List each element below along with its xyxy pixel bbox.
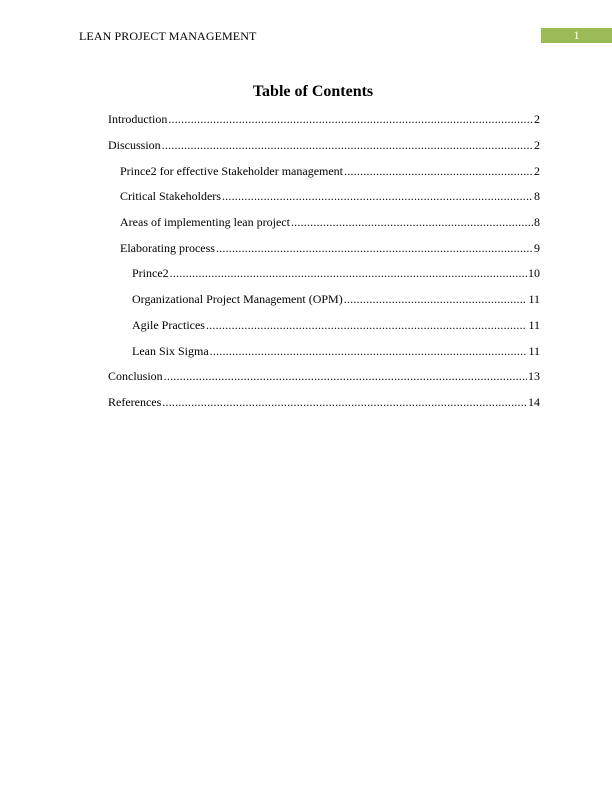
toc-entry-page: 2 — [534, 164, 540, 178]
toc-entry-page: 2 — [534, 138, 540, 152]
toc-entry-page: 11 — [528, 292, 540, 306]
page-number-badge: 1 — [541, 28, 612, 43]
toc-entry-critical-stakeholders[interactable] — [120, 189, 540, 203]
toc-entry-label: Elaborating process — [120, 241, 215, 255]
toc-entry-label: Critical Stakeholders — [120, 189, 221, 203]
toc-dot-leader — [162, 138, 533, 152]
toc-entry-lean-six-sigma[interactable] — [132, 344, 540, 358]
toc-entry-label: Areas of implementing lean project — [120, 215, 290, 229]
toc-dot-leader — [222, 189, 533, 203]
toc-entry-label: Discussion — [108, 138, 161, 152]
toc-dot-leader — [168, 112, 533, 126]
toc-dot-leader — [206, 318, 527, 332]
toc-entry-introduction[interactable] — [108, 112, 540, 126]
toc-entry-prince2[interactable] — [132, 266, 540, 280]
toc-entry-label: Organizational Project Management (OPM) — [132, 292, 343, 306]
toc-entry-label: Prince2 — [132, 266, 169, 280]
toc-entry-label: References — [108, 395, 162, 409]
toc-entry-discussion[interactable] — [108, 138, 540, 152]
toc-entry-agile-practices[interactable] — [132, 318, 540, 332]
toc-entry-opm[interactable] — [132, 292, 540, 306]
toc-dot-leader — [344, 292, 528, 306]
toc-entry-references[interactable] — [108, 395, 540, 409]
toc-dot-leader — [216, 241, 533, 255]
toc-dot-leader — [210, 344, 528, 358]
toc-entry-page: 8 — [534, 189, 540, 203]
toc-dot-leader — [291, 215, 533, 229]
toc-entry-page: 10 — [528, 266, 540, 280]
toc-entry-label: Introduction — [108, 112, 168, 126]
toc-entry-page: 14 — [528, 395, 540, 409]
toc-entry-areas-lean-project[interactable] — [120, 215, 540, 229]
toc-entry-label: Conclusion — [108, 369, 163, 383]
toc-entry-conclusion[interactable] — [108, 369, 540, 383]
toc-entry-page: 11 — [528, 318, 540, 332]
running-header-title: LEAN PROJECT MANAGEMENT — [79, 29, 257, 43]
toc-entry-label: Prince2 for effective Stakeholder management — [120, 164, 344, 178]
toc-entry-page: 2 — [534, 112, 540, 126]
toc-dot-leader — [162, 395, 527, 409]
toc-entry-page: 11 — [528, 344, 540, 358]
toc-entry-elaborating-process[interactable] — [120, 241, 540, 255]
toc-entry-page: 9 — [534, 241, 540, 255]
toc-entry-label: Lean Six Sigma — [132, 344, 209, 358]
toc-entry-page: 8 — [534, 215, 540, 229]
toc-title: Table of Contents — [252, 83, 374, 100]
toc-entry-page: 13 — [528, 369, 540, 383]
toc-entry-prince2-stakeholder[interactable] — [120, 164, 540, 178]
toc-dot-leader — [344, 164, 533, 178]
toc-dot-leader — [170, 266, 527, 280]
toc-dot-leader — [164, 369, 527, 383]
toc-entry-label: Agile Practices — [132, 318, 205, 332]
